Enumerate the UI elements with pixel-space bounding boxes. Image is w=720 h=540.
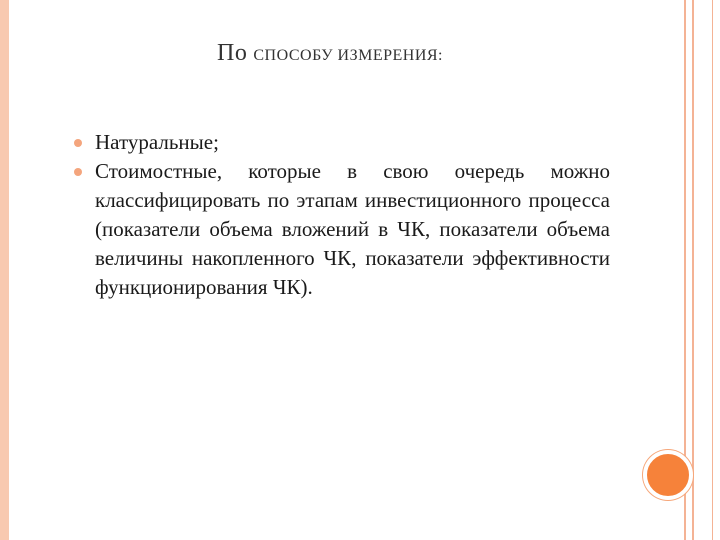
slide-title	[0, 40, 660, 67]
list-item	[70, 128, 610, 157]
list-item	[70, 157, 610, 302]
decorative-circle	[643, 450, 693, 500]
list-item-text: Натуральные;	[95, 130, 219, 154]
bullet-icon	[74, 139, 82, 147]
title-rest: СПОСОБУ ИЗМЕРЕНИЯ:	[253, 47, 443, 64]
bullet-icon	[74, 168, 82, 176]
list-item-text: Стоимостные, которые в свою очередь можно классифицировать по этапам инвестиционного процесса (показатели объема вложений в ЧК, показатели объема величины накопленного ЧК, показатели эффективности функционирования ЧК).	[95, 159, 610, 299]
right-border-line	[692, 0, 694, 540]
title-first-word: По	[217, 40, 248, 66]
right-border-line	[712, 0, 713, 540]
bullet-list	[70, 128, 610, 302]
left-border-stripe	[0, 0, 9, 540]
